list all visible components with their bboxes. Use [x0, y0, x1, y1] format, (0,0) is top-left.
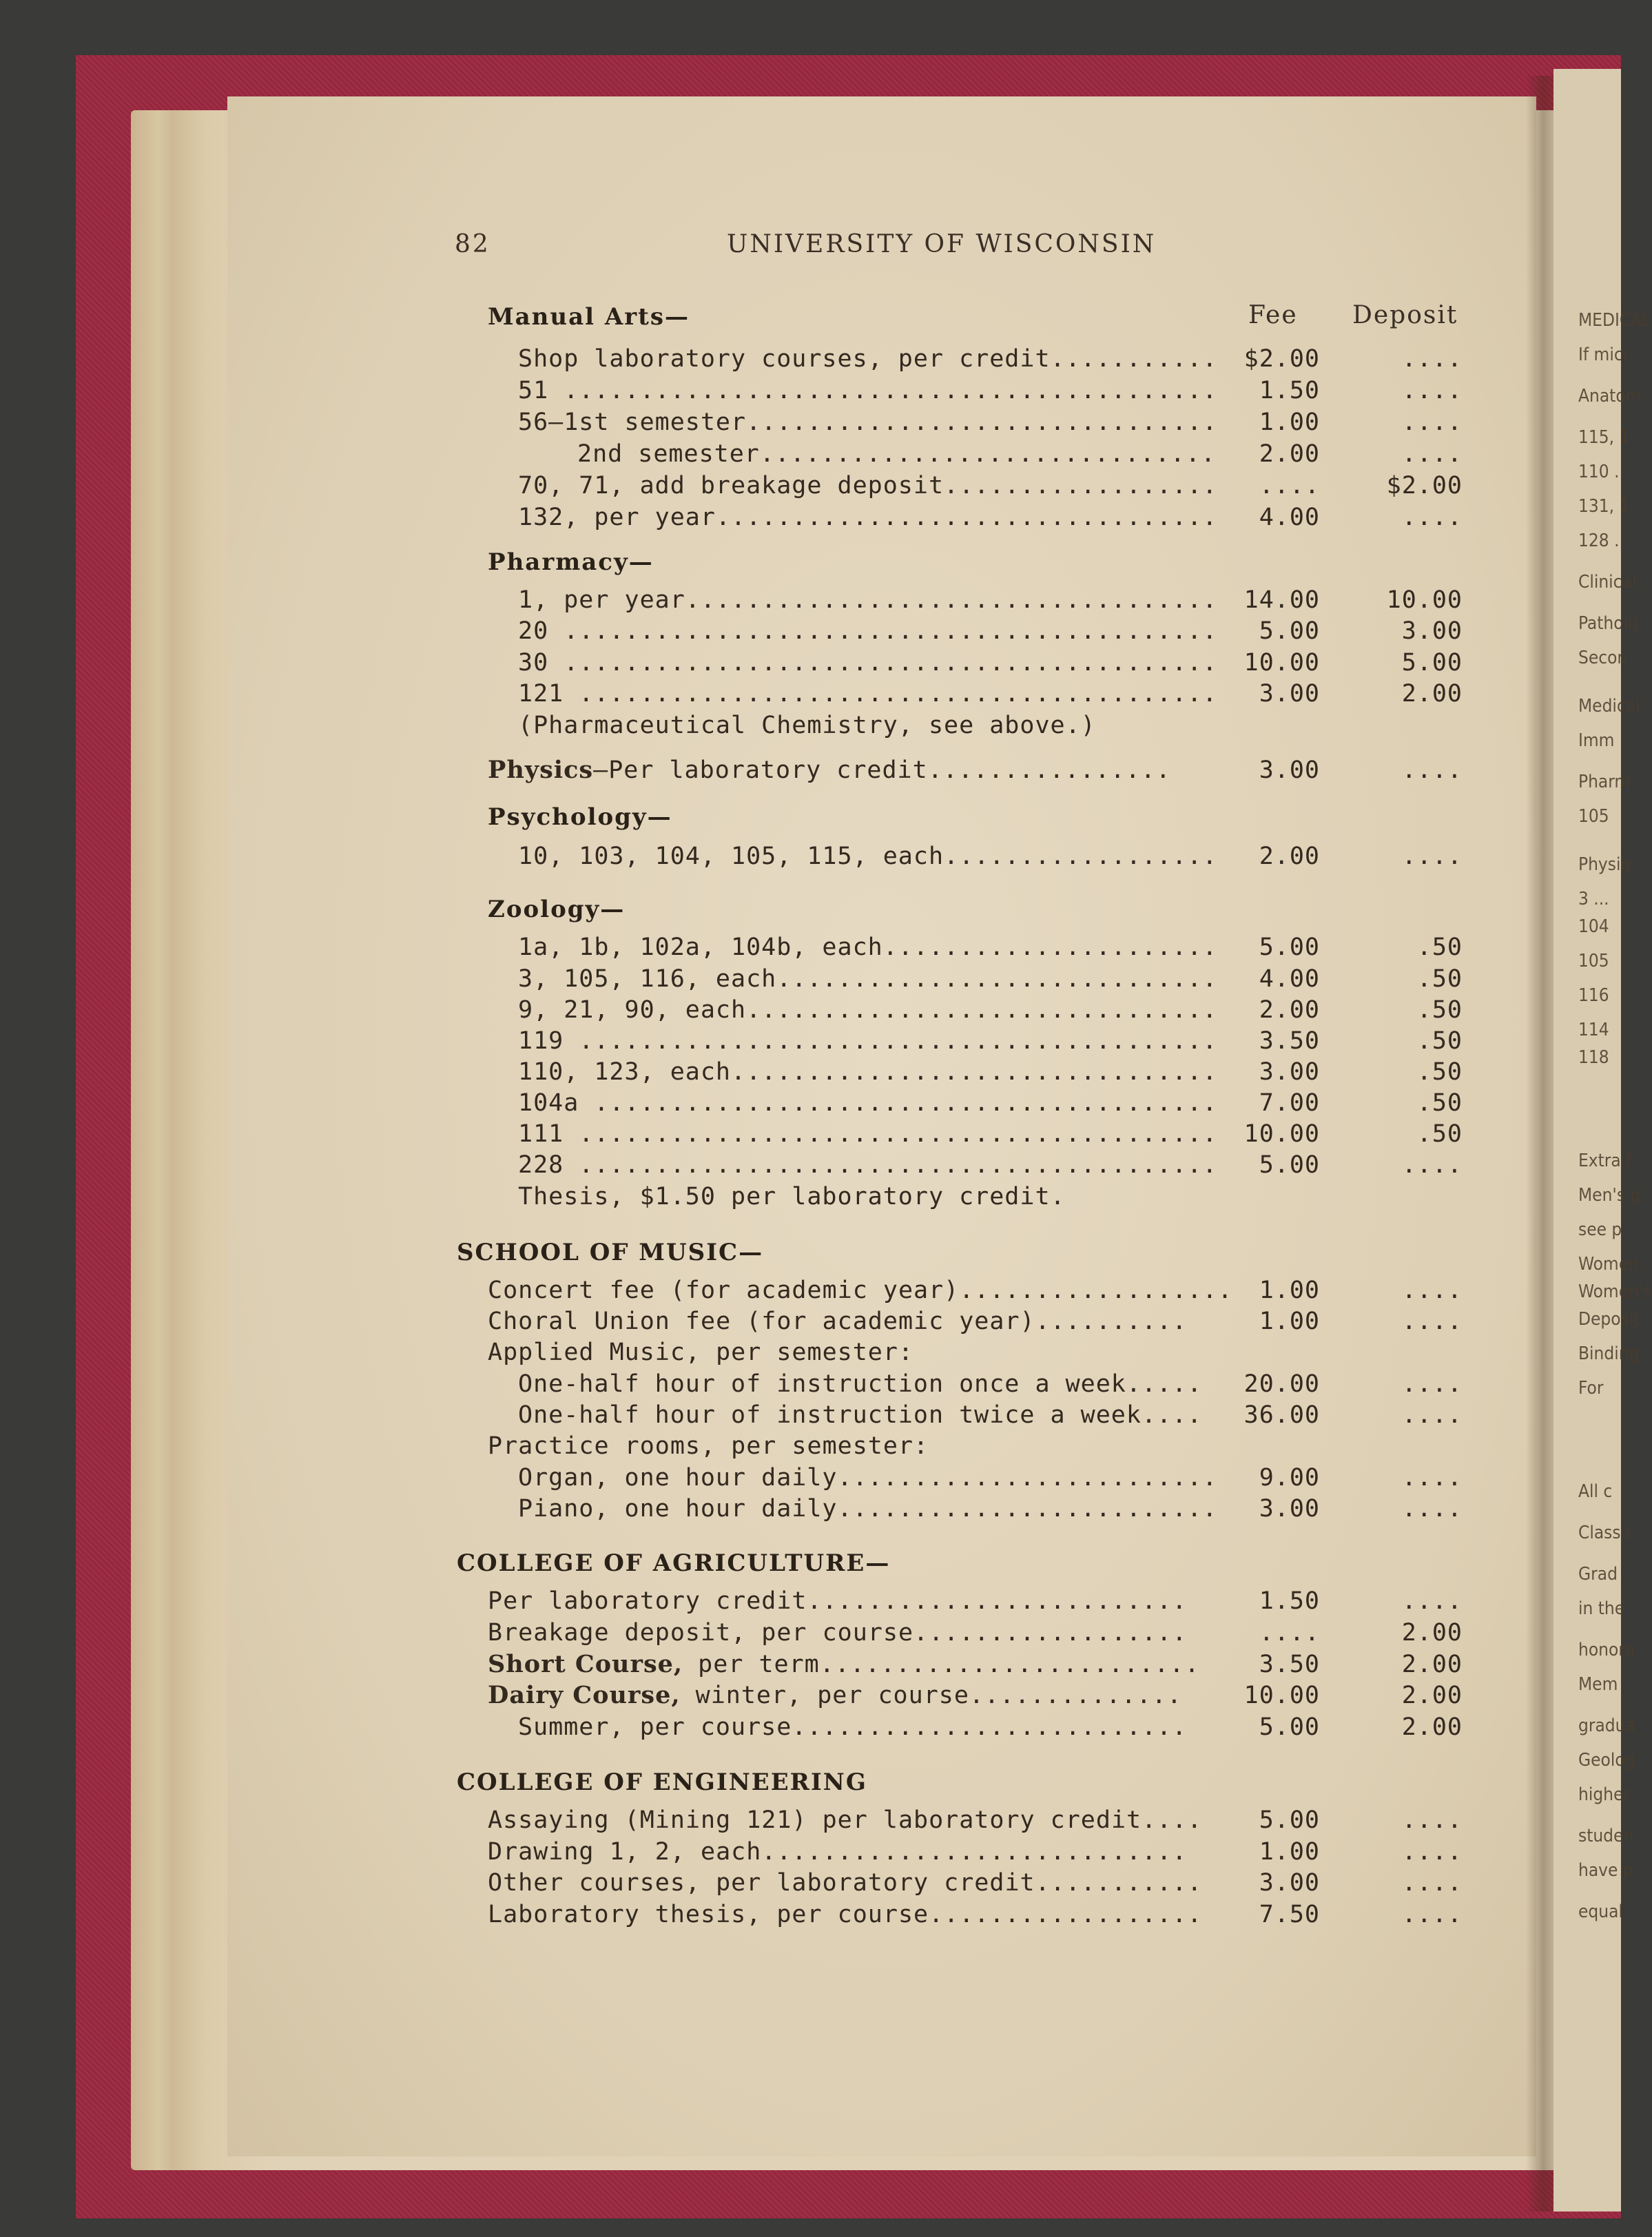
row-label: 51 ........................................... — [518, 377, 1218, 404]
table-row — [0, 1118, 1621, 1150]
fee-value: 3.00 — [1259, 1495, 1320, 1523]
facing-page-text: gradua — [1578, 1715, 1635, 1736]
facing-page-text: have p — [1578, 1860, 1633, 1881]
table-row — [0, 1680, 1621, 1711]
row-label: Concert fee (for academic year).................. — [488, 1277, 1233, 1304]
table-row — [0, 1804, 1621, 1836]
section-psychology: Psychology— — [488, 803, 672, 831]
table-row — [0, 1649, 1621, 1680]
fee-value: 10.00 — [1243, 1682, 1320, 1709]
page-number: 82 — [455, 230, 491, 258]
table-row — [0, 1399, 1621, 1431]
facing-page-text: Men's g — [1578, 1185, 1641, 1206]
facing-page-text: Binding — [1578, 1343, 1640, 1364]
table-row — [0, 343, 1621, 375]
applied-music-heading: Applied Music, per semester: — [488, 1339, 914, 1366]
facing-page-text: MEDICAL — [1578, 310, 1651, 331]
fee-value: $2.00 — [1243, 345, 1320, 373]
section-physics: Physics — [488, 756, 594, 784]
facing-page-text: 131, 1 — [1578, 496, 1630, 517]
deposit-value: .... — [1401, 756, 1463, 784]
facing-page-text: honora — [1578, 1640, 1635, 1660]
fee-value: 1.00 — [1259, 1838, 1320, 1866]
row-label: Physics—Per laboratory credit................ — [488, 756, 1171, 784]
row-label: Other courses, per laboratory credit........... — [488, 1869, 1203, 1897]
fee-value: 7.50 — [1259, 1901, 1320, 1928]
deposit-value: 2.00 — [1401, 1619, 1463, 1647]
zoology-note: Thesis, $1.50 per laboratory credit. — [518, 1183, 1066, 1210]
facing-page-text: Physio — [1578, 854, 1631, 875]
deposit-value: 2.00 — [1401, 680, 1463, 708]
fee-value: 3.00 — [1259, 680, 1320, 708]
deposit-value: .50 — [1416, 1027, 1463, 1055]
fee-value: 5.00 — [1259, 617, 1320, 645]
facing-page-text: 116 — [1578, 985, 1609, 1006]
fee-value: 5.00 — [1259, 934, 1320, 961]
facing-page-text: studen — [1578, 1826, 1634, 1846]
deposit-value: .... — [1401, 1587, 1463, 1615]
row-label: 121 .......................................... — [518, 680, 1218, 708]
table-row — [0, 1493, 1621, 1525]
table-row — [0, 502, 1621, 533]
deposit-value: .... — [1401, 1806, 1463, 1834]
deposit-value: .... — [1401, 504, 1463, 531]
row-label: 111 .......................................... — [518, 1120, 1218, 1148]
facing-page-text: 105 — [1578, 806, 1609, 827]
row-label: 119 .......................................... — [518, 1027, 1218, 1055]
row-label: 56—1st semester............................... — [518, 409, 1218, 436]
deposit-value: 2.00 — [1401, 1682, 1463, 1709]
facing-page-text: 115, 1 — [1578, 427, 1630, 448]
facing-page-text: Secon — [1578, 648, 1628, 668]
facing-page-text: Women's — [1578, 1281, 1652, 1302]
fee-value: 3.50 — [1259, 1027, 1320, 1055]
row-label: 110, 123, each................................ — [518, 1058, 1218, 1086]
deposit-value: .... — [1401, 345, 1463, 373]
section-school-of-music: SCHOOL OF MUSIC— — [457, 1239, 764, 1266]
deposit-value: .... — [1401, 1838, 1463, 1866]
row-label: 104a ......................................... — [518, 1089, 1218, 1117]
table-row — [0, 1056, 1621, 1088]
practice-rooms-heading: Practice rooms, per semester: — [488, 1432, 929, 1460]
row-label: 2nd semester.............................. — [577, 440, 1217, 468]
row-label: 10, 103, 104, 105, 115, each.................. — [518, 843, 1218, 870]
table-row — [0, 963, 1621, 995]
table-row — [0, 438, 1621, 470]
deposit-value: 5.00 — [1401, 649, 1463, 677]
table-row — [0, 1867, 1621, 1899]
deposit-value: .... — [1401, 843, 1463, 870]
row-label: Short Course, per term......................... — [488, 1650, 1200, 1678]
table-row — [0, 678, 1621, 710]
course-name: Short Course, — [488, 1650, 683, 1678]
facing-page-text: 118 — [1578, 1047, 1609, 1068]
deposit-value: .... — [1401, 1901, 1463, 1928]
row-label: 70, 71, add breakage deposit.................. — [518, 472, 1218, 499]
facing-page-text: 128 . — [1578, 530, 1620, 551]
row-label: 228 .......................................... — [518, 1151, 1218, 1179]
fee-value: 20.00 — [1243, 1370, 1320, 1398]
table-row — [0, 1025, 1621, 1057]
fee-value: 1.00 — [1259, 409, 1320, 436]
row-label: 3, 105, 116, each............................. — [518, 965, 1218, 993]
facing-page-text: 105 — [1578, 951, 1609, 971]
table-row — [0, 1306, 1621, 1337]
table-row — [0, 754, 1621, 786]
fee-value: 3.00 — [1259, 756, 1320, 784]
facing-page-text: equal — [1578, 1901, 1623, 1922]
deposit-value: .50 — [1416, 965, 1463, 993]
deposit-value: 2.00 — [1401, 1713, 1463, 1741]
facing-page-text: Anatom — [1578, 386, 1642, 406]
course-name: Dairy Course, — [488, 1681, 681, 1709]
fee-value: 3.50 — [1259, 1651, 1320, 1678]
facing-page-text: 104 — [1578, 916, 1609, 937]
fee-value: 5.00 — [1259, 1806, 1320, 1834]
fee-value: 9.00 — [1259, 1464, 1320, 1492]
deposit-value: .... — [1401, 409, 1463, 436]
table-row — [0, 1087, 1621, 1119]
fee-value: 4.00 — [1259, 965, 1320, 993]
table-row — [0, 841, 1621, 872]
fee-value: 7.00 — [1259, 1089, 1320, 1117]
deposit-value: .... — [1401, 1370, 1463, 1398]
deposit-value: 10.00 — [1386, 586, 1463, 614]
facing-page-text: in the — [1578, 1598, 1625, 1619]
facing-page-text: Pharm — [1578, 772, 1631, 792]
table-row — [0, 1899, 1621, 1930]
table-row — [0, 1836, 1621, 1868]
facing-page-text: If micr — [1578, 344, 1630, 365]
facing-page-text: All c — [1578, 1481, 1613, 1502]
row-label: Dairy Course, winter, per course.............. — [488, 1681, 1182, 1709]
row-label: Laboratory thesis, per course.................. — [488, 1901, 1203, 1928]
row-label: Organ, one hour daily......................... — [518, 1464, 1218, 1492]
section-college-of-agriculture: COLLEGE OF AGRICULTURE— — [457, 1549, 891, 1577]
facing-page-text: 114 — [1578, 1020, 1609, 1040]
table-row — [0, 1275, 1621, 1306]
facing-page-text: Patholo — [1578, 613, 1638, 634]
facing-page-text: 3 ... — [1578, 889, 1609, 909]
deposit-value: .50 — [1416, 1058, 1463, 1086]
facing-page-text: For — [1578, 1378, 1604, 1399]
page-header — [0, 230, 1621, 265]
fee-value: 36.00 — [1243, 1401, 1320, 1429]
fee-value: 2.00 — [1259, 843, 1320, 870]
table-row — [0, 615, 1621, 647]
deposit-value: .50 — [1416, 1120, 1463, 1148]
facing-page-text: Deposit — [1578, 1309, 1640, 1330]
pharmacy-note: (Pharmaceutical Chemistry, see above.) — [518, 712, 1096, 739]
row-label: Per laboratory credit......................... — [488, 1587, 1188, 1615]
fee-column-heading: Fee — [1248, 301, 1298, 329]
fee-value: 5.00 — [1259, 1713, 1320, 1741]
deposit-value: 2.00 — [1401, 1651, 1463, 1678]
table-row — [0, 584, 1621, 616]
fee-value: 1.50 — [1259, 1587, 1320, 1615]
row-label: One-half hour of instruction once a week..... — [518, 1370, 1203, 1398]
facing-page-text: Mem — [1578, 1674, 1618, 1695]
deposit-value: .... — [1401, 440, 1463, 468]
table-row — [0, 1585, 1621, 1617]
facing-page-text: 110 . — [1578, 462, 1620, 482]
row-label: One-half hour of instruction twice a week.... — [518, 1401, 1203, 1429]
facing-page-text: Extra f — [1578, 1151, 1632, 1171]
fee-value: 1.00 — [1259, 1277, 1320, 1304]
row-label: 30 ........................................... — [518, 649, 1218, 677]
fee-value: .... — [1259, 472, 1320, 499]
row-label: 20 ........................................... — [518, 617, 1218, 645]
deposit-value: .... — [1401, 1308, 1463, 1335]
row-label: 132, per year................................. — [518, 504, 1218, 531]
table-row — [0, 1149, 1621, 1181]
fee-value: 1.50 — [1259, 377, 1320, 404]
row-label: 9, 21, 90, each............................... — [518, 996, 1218, 1024]
deposit-value: .... — [1401, 1869, 1463, 1897]
row-label: Drawing 1, 2, each............................ — [488, 1838, 1188, 1866]
deposit-value: .... — [1401, 1151, 1463, 1179]
table-row — [0, 1711, 1621, 1743]
section-zoology: Zoology— — [488, 896, 626, 923]
row-label: Shop laboratory courses, per credit........... — [518, 345, 1218, 373]
facing-page-text: higher — [1578, 1784, 1631, 1805]
deposit-value: .... — [1401, 1401, 1463, 1429]
deposit-value: .50 — [1416, 934, 1463, 961]
row-label: Breakage deposit, per course.................. — [488, 1619, 1188, 1647]
table-row — [0, 1462, 1621, 1494]
facing-page-text: Geolog — [1578, 1750, 1635, 1771]
section-college-of-engineering: COLLEGE OF ENGINEERING — [457, 1769, 867, 1796]
deposit-value: .... — [1401, 377, 1463, 404]
running-title: UNIVERSITY OF WISCONSIN — [727, 230, 1157, 258]
table-row — [0, 406, 1621, 438]
fee-value: 2.00 — [1259, 996, 1320, 1024]
deposit-value: .... — [1401, 1495, 1463, 1523]
table-row — [0, 647, 1621, 679]
table-row — [0, 470, 1621, 502]
fee-value: 4.00 — [1259, 504, 1320, 531]
fee-value: 5.00 — [1259, 1151, 1320, 1179]
fee-value: 10.00 — [1243, 1120, 1320, 1148]
fee-value: 3.00 — [1259, 1058, 1320, 1086]
deposit-column-heading: Deposit — [1352, 301, 1458, 329]
facing-page-text: see p — [1578, 1219, 1622, 1240]
facing-page-text: Medical — [1578, 696, 1640, 717]
row-label: 1a, 1b, 102a, 104b, each...................... — [518, 934, 1218, 961]
facing-page-text: Clinical — [1578, 572, 1637, 592]
deposit-value: .50 — [1416, 996, 1463, 1024]
section-manual-arts: Manual Arts— — [488, 303, 690, 331]
row-label: Assaying (Mining 121) per laboratory credit.... — [488, 1806, 1203, 1834]
table-row — [0, 1368, 1621, 1400]
fee-value: 3.00 — [1259, 1869, 1320, 1897]
fee-value: 2.00 — [1259, 440, 1320, 468]
facing-page-text: Class c — [1578, 1523, 1635, 1543]
row-label: Piano, one hour daily......................... — [518, 1495, 1218, 1523]
deposit-value: 3.00 — [1401, 617, 1463, 645]
fee-value: 10.00 — [1243, 649, 1320, 677]
fee-value: 14.00 — [1243, 586, 1320, 614]
deposit-value: .... — [1401, 1277, 1463, 1304]
fee-value: .... — [1259, 1619, 1320, 1647]
row-label: 1, per year................................... — [518, 586, 1218, 614]
deposit-value: $2.00 — [1386, 472, 1463, 499]
deposit-value: .... — [1401, 1464, 1463, 1492]
section-pharmacy: Pharmacy— — [488, 548, 654, 576]
facing-page-text: Imm — [1578, 730, 1615, 751]
row-label: Summer, per course.......................... — [518, 1713, 1188, 1741]
table-row — [0, 1617, 1621, 1649]
row-label: Choral Union fee (for academic year).......... — [488, 1308, 1188, 1335]
facing-page-text: Women — [1578, 1254, 1639, 1275]
table-row — [0, 994, 1621, 1026]
facing-page-text: Grad — [1578, 1564, 1618, 1585]
fee-value: 1.00 — [1259, 1308, 1320, 1335]
table-row — [0, 931, 1621, 963]
deposit-value: .50 — [1416, 1089, 1463, 1117]
table-row — [0, 375, 1621, 406]
